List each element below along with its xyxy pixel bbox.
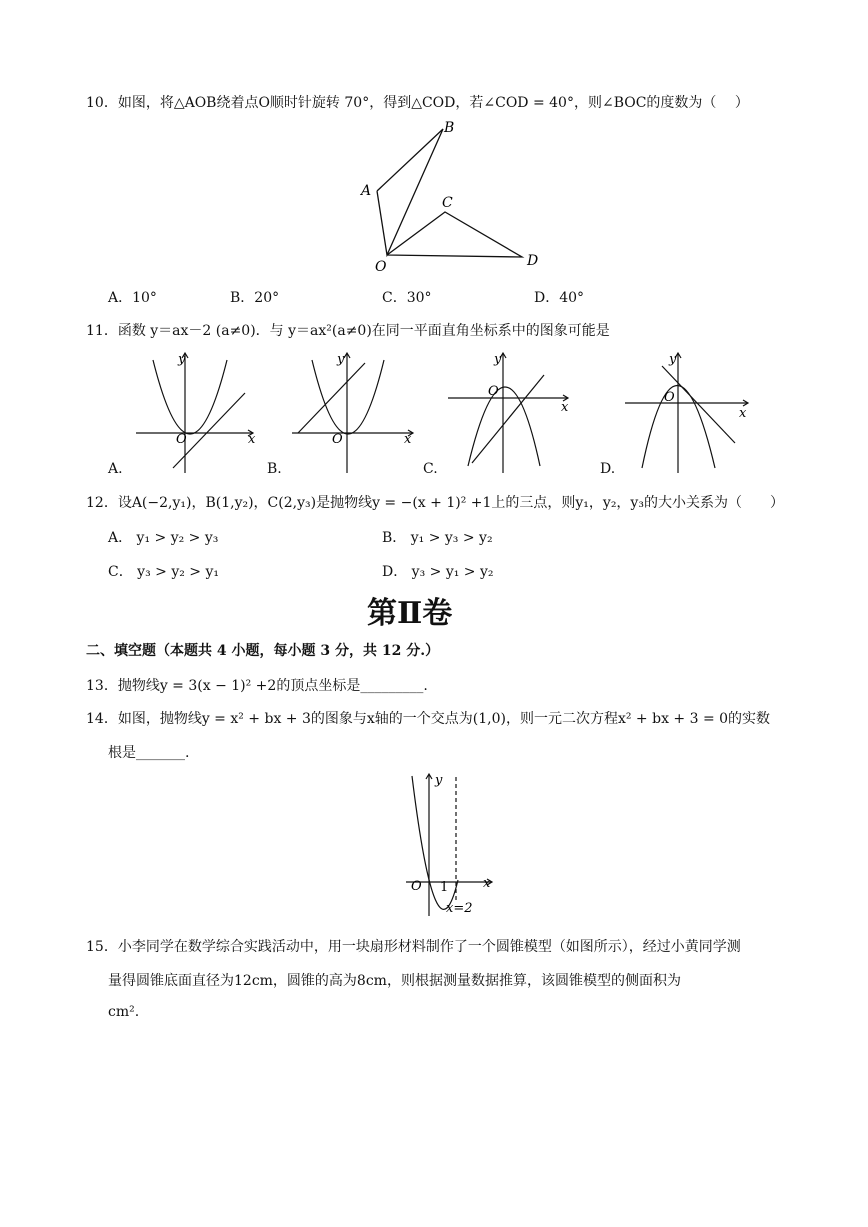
- q11-graph-a: [108, 348, 268, 478]
- q12-option-c: C． y₃ > y₂ > y₁: [108, 564, 219, 580]
- section2-heading: 二、填空题（本题共 4 小题，每小题 3 分，共 12 分.）: [86, 643, 440, 659]
- q12-option-d: D． y₃ > y₁ > y₂: [382, 564, 494, 580]
- q10-option-c: C．30°: [382, 290, 432, 306]
- x-axis-label: x: [404, 432, 412, 447]
- q10-figure: [350, 115, 560, 275]
- q11-text: 11．函数 y＝ax－2 (a≠0)．与 y＝ax²(a≠0)在同一平面直角坐标系中的图象可能是: [86, 323, 610, 339]
- tick-one-label: 1: [440, 880, 449, 895]
- q15-line2: 量得圆锥底面直径为12cm，圆锥的高为8cm，则根据测量数据推算，该圆锥模型的侧面积为: [108, 973, 681, 989]
- origin-label: O: [411, 879, 422, 894]
- q11-label-b: B.: [267, 461, 282, 477]
- x-axis-label: x: [483, 876, 491, 891]
- triangle-aob: [377, 129, 443, 255]
- q13-text: 13．抛物线y = 3(x − 1)² +2的顶点坐标是_________.: [86, 678, 428, 694]
- origin-label: O: [332, 432, 343, 447]
- x-axis-label: x: [739, 406, 747, 421]
- q12-option-a: A． y₁ > y₂ > y₃: [108, 530, 219, 546]
- label-b: B: [444, 120, 455, 136]
- q14-figure: [400, 772, 500, 922]
- y-axis-label: y: [494, 352, 502, 367]
- q10-option-d: D．40°: [534, 290, 585, 306]
- part2-title: 第Ⅱ卷: [367, 596, 453, 631]
- triangle-cod: [387, 212, 522, 257]
- y-axis-label: y: [435, 773, 443, 788]
- q11-label-a: A.: [108, 461, 123, 477]
- x-axis-label: x: [248, 432, 256, 447]
- q15-line3: cm².: [108, 1004, 140, 1020]
- origin-label: O: [664, 390, 675, 405]
- q14-line1: 14．如图，抛物线y = x² + bx + 3的图象与x轴的一个交点为(1,0)，则一元二次方程x² + bx + 3 = 0的实数: [86, 711, 771, 727]
- q10-option-b: B．20°: [230, 290, 280, 306]
- q15-line1: 15．小李同学在数学综合实践活动中，用一块扇形材料制作了一个圆锥模型（如图所示），经过小黄同学测: [86, 939, 741, 955]
- y-axis-label: y: [669, 352, 677, 367]
- label-a: A: [361, 183, 372, 199]
- label-c: C: [442, 195, 453, 211]
- q14-line2: 根是_______.: [108, 745, 190, 761]
- symmetry-axis-label: x=2: [446, 901, 473, 916]
- y-axis-label: y: [337, 352, 345, 367]
- x-axis-label: x: [561, 400, 569, 415]
- y-axis-label: y: [178, 352, 186, 367]
- q12-text: 12．设A(−2,y₁)，B(1,y₂)，C(2,y₃)是抛物线y = −(x + 1)² +1上的三点，则y₁，y₂，y₃的大小关系为（ ）: [86, 495, 784, 511]
- q11-label-c: C.: [423, 461, 438, 477]
- q10-option-a: A．10°: [108, 290, 157, 306]
- q12-option-b: B． y₁ > y₃ > y₂: [382, 530, 493, 546]
- q11-label-d: D.: [600, 461, 616, 477]
- q10-text: 10．如图，将△AOB绕着点O顺时针旋转 70°，得到△COD，若∠COD = 40°，则∠BOC的度数为（ ）: [86, 95, 749, 111]
- label-d: D: [527, 253, 539, 269]
- q11-graph-c: [440, 348, 600, 478]
- q11-graph-b: [270, 348, 430, 478]
- label-o: O: [375, 259, 387, 275]
- q11-graph-d: [620, 348, 780, 478]
- origin-label: O: [488, 384, 499, 399]
- origin-label: O: [176, 432, 187, 447]
